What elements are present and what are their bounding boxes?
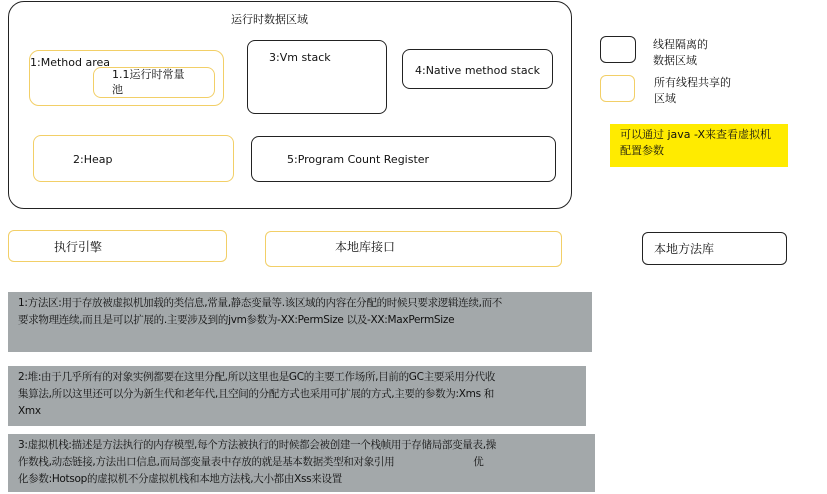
vm-stack-label: 3:Vm stack	[269, 51, 331, 64]
native-method-stack-label: 4:Native method stack	[415, 64, 540, 77]
execution-engine-label: 执行引擎	[54, 240, 103, 254]
tip-line1: 可以通过 java -X来查看虚拟机	[620, 128, 771, 141]
heap-label: 2:Heap	[73, 153, 113, 166]
runtime-constant-pool-label-line1: 1.1运行时常量	[112, 68, 185, 81]
runtime-data-area-title: 运行时数据区域	[231, 13, 308, 26]
note-line: 1:方法区:用于存放被虚拟机加载的类信息,常量,静态变量等.该区域的内容在分配的时候只要求逻辑连续,而不	[18, 297, 503, 309]
note-method-area	[8, 292, 592, 352]
method-area-label: 1:Method area	[30, 56, 110, 69]
native-library-interface-box	[265, 231, 562, 267]
legend-shared-swatch	[600, 75, 635, 102]
legend-isolated-label-line2: 数据区域	[653, 54, 697, 67]
note-line: 要求物理连续,而且是可以扩展的.主要涉及到的jvm参数为-XX:PermSize 以及-XX:MaxPermSize	[18, 314, 455, 326]
legend-isolated-label-line1: 线程隔离的	[653, 38, 708, 51]
tip-line2: 配置参数	[620, 144, 664, 157]
heap-box	[33, 135, 234, 182]
program-counter-label: 5:Program Count Register	[287, 153, 430, 166]
tip-note	[610, 124, 788, 167]
native-library-interface-label: 本地库接口	[335, 240, 396, 254]
execution-engine-box	[8, 230, 227, 262]
note-line: 3:虚拟机栈:描述是方法执行的内存模型,每个方法被执行的时候都会被创建一个栈帧用于存储局部变量表,操	[18, 439, 496, 451]
note-line: 2:堆:由于几乎所有的对象实例都要在这里分配,所以这里也是GC的主要工作场所,目前的GC主要采用分代收	[18, 371, 496, 383]
note-line: 集算法,所以这里还可以分为新生代和老年代,且空间的分配方式也采用可扩展的方式,主要的参数为:Xms 和	[18, 388, 494, 400]
note-heap	[8, 366, 586, 426]
native-method-library-label: 本地方法库	[654, 242, 715, 256]
note-line: Xmx	[18, 405, 41, 417]
legend-shared-label-line2: 区域	[654, 92, 676, 105]
legend-shared-label-line1: 所有线程共享的	[654, 76, 731, 89]
runtime-constant-pool-label-line2: 池	[112, 83, 123, 96]
legend-isolated-swatch	[600, 36, 636, 63]
note-line: 作数栈,动态链接,方法出口信息,而局部变量表中存放的就是基本数据类型和对象引用 优	[18, 456, 484, 468]
note-line: 化参数:Hotsop的虚拟机不分虚拟机栈和本地方法栈,大小都由Xss来设置	[18, 473, 342, 485]
note-vm-stack	[8, 434, 595, 492]
